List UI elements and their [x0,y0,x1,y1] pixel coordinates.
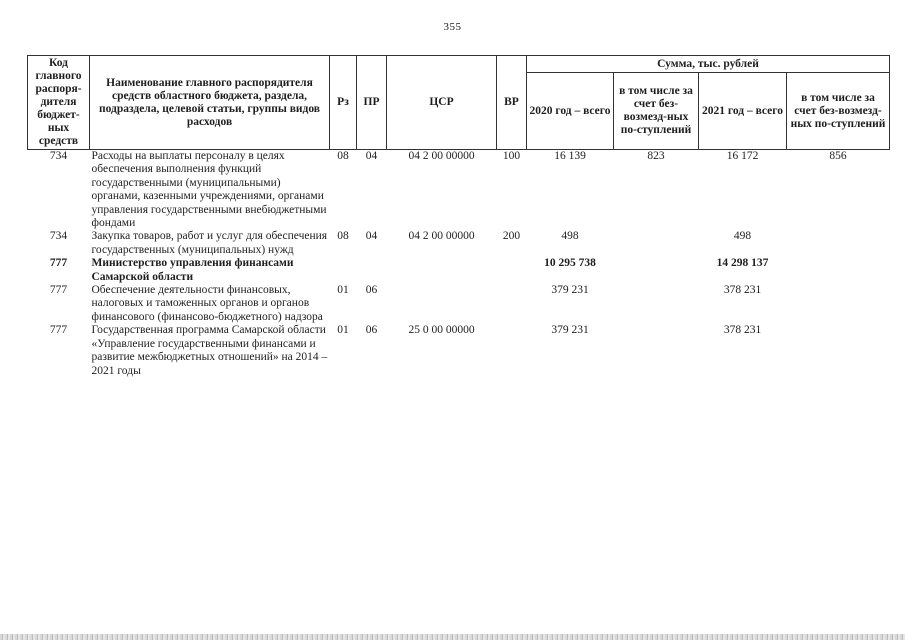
cell-rz [330,257,357,284]
cell-2020-total: 16 139 [554,150,586,162]
cell-pr [357,257,387,284]
cell-csr: 04 2 00 00000 [408,150,475,162]
header-2021-total: 2021 год – всего [699,73,787,150]
cell-code: 734 [49,230,68,243]
table-row [28,284,890,324]
cell-2020-free [614,324,699,378]
cell-2021-total: 16 172 [726,150,759,162]
cell-csr [387,284,497,324]
cell-rz: 01 [337,324,349,337]
cell-name: Закупка товаров, работ и услуг для обеспечения государственных (муниципальных) нужд [91,230,328,256]
cell-2021-total: 498 [733,230,752,243]
cell-rz: 08 [337,150,349,162]
cell-2020-total: 379 231 [551,324,589,337]
header-2021-free: в том числе за счет без-возмезд-ных по-ступлений [787,73,890,150]
cell-2020-free [614,230,699,257]
cell-2021-free [787,230,890,257]
cell-2021-free [787,257,890,284]
cell-vr [497,257,527,284]
cell-name: Государственная программа Самарской области «Управление государственными финансами и развитие межбюджетных отношений» на 2014 – 2021 годы [91,324,328,377]
cell-2020-free [614,257,699,284]
cell-2021-free: 856 [829,150,847,162]
table-row [28,230,890,257]
cell-vr: 100 [502,150,521,162]
cell-vr [497,324,527,378]
header-name: Наименование главного распорядителя средств областного бюджета, раздела, подраздела, целевой статьи, группы видов расходов [90,56,330,150]
table-row [28,257,890,284]
table-row [28,324,890,378]
cell-2021-total: 14 298 137 [716,257,769,270]
table-row [28,150,890,231]
table-header [28,56,890,150]
header-rz: Рз [330,56,357,150]
cell-vr [497,284,527,324]
cell-pr: 04 [365,150,378,162]
cell-name: Обеспечение деятельности финансовых, налоговых и таможенных органов и органов финансового (финансово-бюджетного) надзора [91,284,323,323]
cell-2020-total: 379 231 [551,284,589,297]
cell-code: 734 [49,150,68,162]
cell-name: Расходы на выплаты персоналу в целях обеспечения выполнения функций государственными (муниципальными) органами, казенными учреждениями, органами управления государственными внебюджетными фондами [91,150,327,230]
cell-csr: 04 2 00 00000 [408,230,475,243]
cell-code: 777 [49,257,68,270]
cell-2020-free [614,284,699,324]
cell-pr: 06 [365,324,378,337]
header-vr: ВР [497,56,527,150]
header-sum-group: Сумма, тыс. рублей [527,56,890,73]
cell-2020-free: 823 [647,150,665,162]
cell-vr: 200 [502,230,521,243]
header-pr: ПР [357,56,387,150]
cell-code: 777 [49,324,68,337]
cell-2020-total: 498 [561,230,579,243]
header-2020-total: 2020 год – всего [527,73,614,150]
cell-2020-total: 10 295 738 [544,257,596,270]
cell-2021-free [787,284,890,324]
cell-csr [387,257,497,284]
cell-name: Министерство управления финансами Самарской области [91,257,294,283]
budget-table [27,55,890,378]
cell-pr: 06 [365,284,378,297]
cell-code: 777 [49,284,68,297]
header-csr: ЦСР [387,56,497,150]
cell-rz: 01 [337,284,349,297]
cell-csr: 25 0 00 00000 [408,324,475,337]
cell-2021-total: 378 231 [723,324,762,337]
header-code: Код главного распоря-дителя бюджет-ных средств [28,56,90,150]
scan-edge [0,634,905,640]
cell-2021-total: 378 231 [723,284,762,297]
table-body [28,150,890,378]
page-number: 355 [443,21,462,33]
cell-rz: 08 [337,230,349,243]
header-2020-free: в том числе за счет без-возмезд-ных по-ступлений [614,73,699,150]
cell-pr: 04 [365,230,378,243]
cell-2021-free [787,324,890,378]
